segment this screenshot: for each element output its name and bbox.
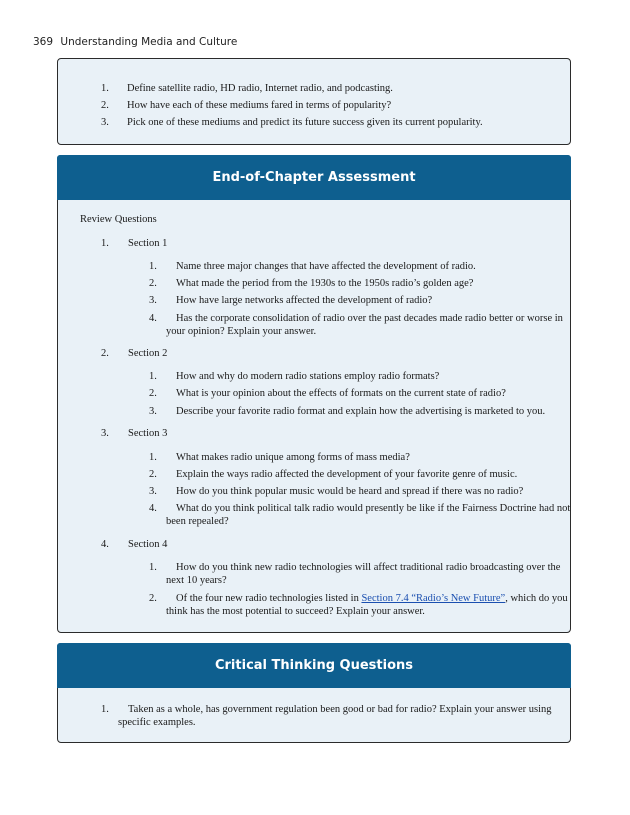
- section-label: [101, 238, 168, 249]
- question-text: Explain the ways radio affected the development of your favorite genre of music.: [176, 469, 518, 480]
- item-text: Define satellite radio, HD radio, Internet radio, and podcasting.: [127, 83, 393, 94]
- question-text: How and why do modern radio stations employ radio formats?: [176, 371, 440, 382]
- question-number: 1.: [101, 704, 109, 715]
- question-text-suffix: , which do you: [505, 593, 568, 604]
- question-text: [176, 592, 568, 605]
- section-number: 1.: [101, 238, 109, 249]
- question-text: Describe your favorite radio format and explain how the advertising is marketed to you.: [176, 406, 546, 417]
- section-label: [101, 348, 168, 359]
- section-7-4-link[interactable]: Section 7.4 “Radio’s New Future”: [361, 593, 506, 604]
- question-text-continued: next 10 years?: [166, 575, 227, 586]
- section-number: 2.: [101, 348, 109, 359]
- book-title: Understanding Media and Culture: [60, 36, 238, 48]
- question-number: 3.: [149, 486, 157, 497]
- question-number: 3.: [149, 406, 157, 417]
- question-text-continued: been repealed?: [166, 516, 229, 527]
- page-number: 369: [33, 36, 54, 48]
- critical-thinking-title: Critical Thinking Questions: [57, 643, 571, 688]
- question-number: 1.: [149, 562, 157, 573]
- section-title: Section 2: [128, 348, 168, 359]
- review-questions-heading: Review Questions: [80, 214, 157, 225]
- question-text: How have large networks affected the development of radio?: [176, 295, 433, 306]
- item-number: 2.: [101, 100, 109, 111]
- assessment-box: [57, 155, 571, 633]
- question-text-continued: think has the most potential to succeed? Explain your answer.: [166, 606, 425, 617]
- question-number: 3.: [149, 295, 157, 306]
- question-text: What makes radio unique among forms of mass media?: [176, 452, 410, 463]
- critical-thinking-box: [57, 643, 571, 743]
- question-number: 4.: [149, 503, 157, 514]
- section-number: 3.: [101, 428, 109, 439]
- question-number: 2.: [149, 593, 157, 604]
- section-title: Section 1: [128, 238, 168, 249]
- question-number: 1.: [149, 261, 157, 272]
- question-text: What made the period from the 1930s to the 1950s radio’s golden age?: [176, 278, 474, 289]
- item-text: How have each of these mediums fared in terms of popularity?: [127, 100, 392, 111]
- question-number: 2.: [149, 388, 157, 399]
- section-label: [101, 428, 168, 439]
- question-text: Name three major changes that have affected the development of radio.: [176, 261, 476, 272]
- question-text: Has the corporate consolidation of radio over the past decades made radio better or worse in: [176, 313, 563, 324]
- item-text: Pick one of these mediums and predict its future success given its current popularity.: [127, 117, 483, 128]
- question-number: 1.: [149, 452, 157, 463]
- question-number: 2.: [149, 278, 157, 289]
- question-text-continued: specific examples.: [118, 717, 196, 728]
- exercise-box: [57, 58, 571, 145]
- question-text: How do you think popular music would be heard and spread if there was no radio?: [176, 486, 524, 497]
- question-text-prefix: Of the four new radio technologies listed in: [176, 593, 362, 604]
- question-number: 1.: [149, 371, 157, 382]
- page-header: [33, 36, 237, 48]
- item-number: 1.: [101, 83, 109, 94]
- section-title: Section 3: [128, 428, 168, 439]
- question-text: Taken as a whole, has government regulation been good or bad for radio? Explain your answer using: [128, 704, 552, 715]
- question-text: What do you think political talk radio would presently be like if the Fairness Doctrine had not: [176, 503, 571, 514]
- section-title: Section 4: [128, 539, 168, 550]
- section-label: [101, 539, 168, 550]
- question-text: What is your opinion about the effects of formats on the current state of radio?: [176, 388, 506, 399]
- question-number: 4.: [149, 313, 157, 324]
- question-text: How do you think new radio technologies will affect traditional radio broadcasting over the: [176, 562, 561, 573]
- section-number: 4.: [101, 539, 109, 550]
- assessment-title: End-of-Chapter Assessment: [57, 155, 571, 200]
- item-number: 3.: [101, 117, 109, 128]
- question-number: 2.: [149, 469, 157, 480]
- question-text-continued: your opinion? Explain your answer.: [166, 326, 317, 337]
